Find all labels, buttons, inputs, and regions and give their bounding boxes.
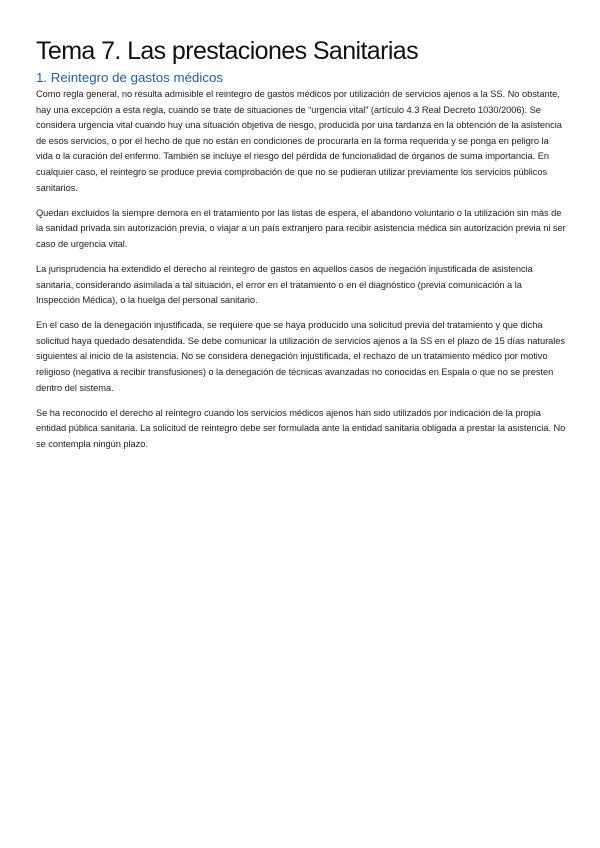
paragraph-solicitud-reintegro: Se ha reconocido el derecho al reintegro cuando los servicios médicos ajenos han sido utilizados por indicación de la propia entidad pública sanitaria. La solicitud de reintegro debe ser formulada ante la entidad sanitaria obligada a prestar la asistencia. No se contempla ningún plazo. — [36, 407, 566, 449]
paragraph-denegacion-injustificada: En el caso de la denegación injustificada, se requiere que se haya producido una solicitud previa del tratamiento y que dicha solicitud haya quedado desatendida. Se debe comunicar la utilización de servicios ajenos a la SS en el plazo de 15 días naturales siguientes al inicio de la asistencia. No se considera denegación injustificada, el rechazo de un tratamiento médico por motivo religioso (negativa a recibir transfusiones) o la denegación de técnicas avanzadas no conocidas en Espala o que no se presten dentro del sistema. — [36, 320, 565, 393]
document-title: Tema 7. Las prestaciones Sanitarias — [36, 37, 418, 65]
document-page — [36, 36, 566, 462]
paragraph-jurisprudencia: La jurisprudencia ha extendido el derecho al reintegro de gastos en aquellos casos de negación injustificada de asistencia sanitaria, considerando asimilada a tal situación, el error en el tratamiento o en el diagnóstico (previa comunicación a la Inspección Médica), o la huelga del personal sanitario. — [36, 263, 533, 306]
paragraph-exclusiones: Quedan excluidos la siempre demora en el tratamiento por las listas de espera, el abandono voluntario o la utilización sin más de la sanidad privada sin autorización previa, o viajar a un país extranjero para recibir asistencia médica sin autorización previa ni ser caso de urgencia vital. — [36, 207, 566, 249]
section-heading: 1. Reintegro de gastos médicos — [36, 70, 224, 85]
paragraph-urgencia-vital: Como regla general, no resulta admisible el reintegro de gastos médicos por utilización de servicios ajenos a la SS. No obstante, hay una excepción a esta regla, cuando se trate de situaciones de “urgencia vital” (artículo 4.3 Real Decreto 1030/2006). Se considera urgencia vital cuando huy una situación objetiva de riesgo, producida por una tardanza en la obtención de la asistencia de esos servicios, o por el hecho de que no están en condiciones de procurarla en la forma requerida y se ponga en peligro la vida o la curación del enfermo. También se incluye el riesgo del pérdida de funcionalidad de órganos de suma importancia. En cualquier caso, el reintegro se produce previa comprobación de que no se pudieran utilizar previamente los servicios públicos sanitarios. — [36, 89, 562, 193]
